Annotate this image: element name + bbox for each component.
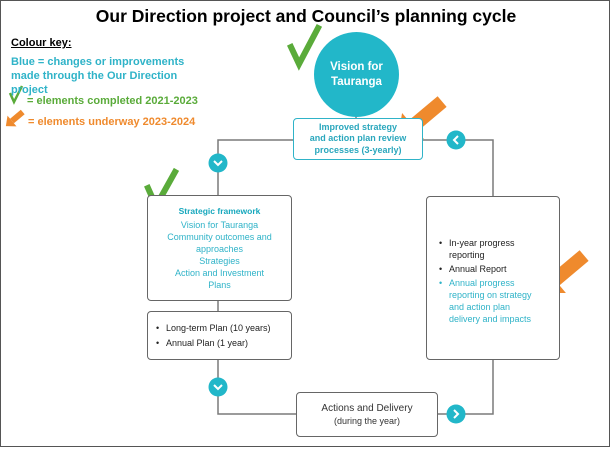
colour-key-orange: = elements underway 2023-2024 [28,116,196,128]
longterm-plan-box [147,311,292,360]
improved-line3: processes (3-yearly) [314,144,402,155]
improved-line2: and action plan review [309,133,407,144]
arrow-pointer-icon [1,107,27,132]
strategic-item: Strategies [199,256,240,266]
vision-line1: Vision for [330,60,383,73]
colour-key-green: = elements completed 2021-2023 [27,95,198,107]
improved-review-box [293,118,423,160]
connector-actions-to-inyear [438,360,493,414]
colour-key-blue: Blue = changes or improvements made through the Our Direction project [11,56,185,96]
strategic-item: Plans [208,280,231,290]
strategic-framework-box [147,195,292,301]
improved-line1: Improved strategy [318,121,398,132]
list-item-blue-continued: and action plan [449,302,511,312]
chevron-down-icon [209,378,228,397]
actions-line1: Actions and Delivery [321,402,413,414]
actions-delivery-box [296,392,438,437]
list-item: • In-year progress [439,238,515,248]
page-title: Our Direction project and Council’s planning cycle [95,6,517,26]
connector-longterm-to-actions [218,360,296,414]
strategic-heading: Strategic framework [178,206,261,216]
strategic-item: Action and Investment [174,268,265,278]
actions-line2: (during the year) [333,415,401,426]
inyear-reporting-box [426,196,560,360]
vision-circle [314,32,399,117]
strategic-item: Community outcomes and [167,232,272,242]
list-item: • Annual Report [439,264,507,274]
colour-key-heading: Colour key: [11,37,72,49]
connector-improved-to-strategic [218,140,293,195]
list-item-blue-continued: reporting on strategy [449,290,532,300]
chevron-right-icon [447,405,466,424]
checkmark-icon [291,28,318,64]
list-item: • Annual Plan (1 year) [156,338,249,348]
strategic-item: Vision for Tauranga [180,220,259,230]
chevron-left-icon [447,131,466,150]
list-item-continued: reporting [449,250,485,260]
list-item-blue-continued: delivery and impacts [449,314,532,324]
list-item: • Long-term Plan (10 years) [156,323,271,333]
chevron-down-icon [209,154,228,173]
strategic-item: approaches [195,244,244,254]
vision-line2: Tauranga [331,75,382,88]
list-item-blue: • Annual progress [439,278,515,288]
